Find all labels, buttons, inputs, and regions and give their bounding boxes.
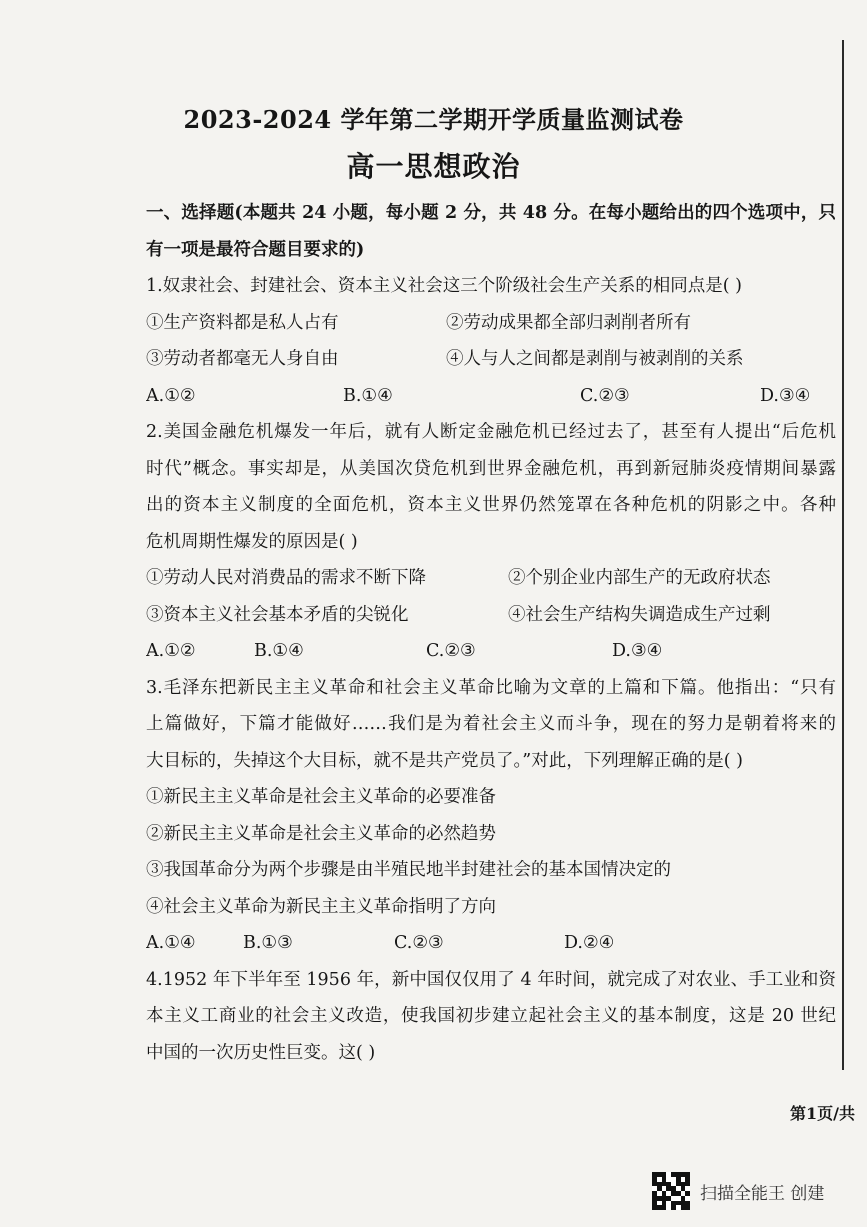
question-4-stem: 4.1952 年下半年至 1956 年，新中国仅仅用了 4 年时间，就完成了对农业、手工业和资 [146,969,836,990]
statement: ①生产资料都是私人占有 [146,312,339,333]
option-a: A.①② [146,641,196,661]
question-2-stem-cont: 出的资本主义制度的全面危机，资本主义世界仍然笼罩在各种危机的阴影之中。各种 [146,495,836,515]
question-2-statements-row1 [146,560,836,597]
statement: ①劳动人民对消费品的需求不断下降 [146,568,426,588]
question-3-statement-2: ②新民主主义革命是社会主义革命的必然趋势 [146,823,496,844]
question-3-stem: 3.毛泽东把新民主主义革命和社会主义革命比喻为文章的上篇和下篇。他指出：“只有 [146,677,836,698]
option-c: C.②③ [426,641,476,661]
option-a: A.①④ [146,933,196,953]
option-d: D.③④ [612,641,663,661]
qr-code-icon [652,1172,690,1210]
option-b: B.①④ [343,385,393,406]
statement: ②个别企业内部生产的无政府状态 [508,568,771,588]
question-3-statement-1: ①新民主主义革命是社会主义革命的必要准备 [146,787,496,807]
statement: ②劳动成果都全部归剥削者所有 [446,312,691,333]
option-d: D.③④ [760,385,811,406]
exam-content [146,195,836,1071]
question-3-stem-cont: 上篇做好，下篇才能做好……我们是为着社会主义而斗争，现在的努力是朝着将来的 [146,714,836,734]
question-1-statements-row1 [146,305,836,342]
statement: ④人与人之间都是剥削与被剥削的关系 [446,349,744,369]
scanner-watermark [652,1172,824,1210]
question-3-options [146,925,836,962]
question-3-stem-cont: 大目标的，失掉这个大目标，就不是共产党员了。”对此，下列理解正确的是( ) [146,750,743,771]
binding-edge-line [842,40,844,1070]
question-2-stem-cont: 危机周期性爆发的原因是( ) [146,531,358,552]
question-2-options [146,633,836,670]
question-2-stem-cont: 时代”概念。事实却是，从美国次贷危机到世界金融危机，再到新冠肺炎疫情期间暴露 [146,458,836,479]
option-d: D.②④ [564,933,615,953]
option-b: B.①④ [254,641,304,661]
scanner-app-label: 扫描全能王 创建 [700,1183,825,1204]
question-2-statements-row2 [146,597,836,634]
question-1-options [146,378,836,415]
question-3-statement-4: ④社会主义革命为新民主主义革命指明了方向 [146,896,496,917]
option-b: B.①③ [243,933,293,953]
page-number: 第1页/共 [790,1104,855,1123]
question-1-statements-row2 [146,341,836,378]
statement: ③资本主义社会基本矛盾的尖锐化 [146,604,409,625]
question-2-stem: 2.美国金融危机爆发一年后，就有人断定金融危机已经过去了，甚至有人提出“后危机 [146,422,836,442]
exam-subject: 高一思想政治 [346,150,521,183]
option-c: C.②③ [394,933,444,953]
option-a: A.①② [146,385,196,406]
exam-title: 2023-2024 学年第二学期开学质量监测试卷 [183,105,684,134]
question-3-statement-3: ③我国革命分为两个步骤是由半殖民地半封建社会的基本国情决定的 [146,860,671,880]
question-1-stem: 1.奴隶社会、封建社会、资本主义社会这三个阶级社会生产关系的相同点是( ) [146,276,742,296]
question-4-stem-cont: 中国的一次历史性巨变。这( ) [146,1042,376,1063]
section-instructions-cont: 有一项是最符合题目要求的) [146,239,365,260]
section-instructions: 一、选择题(本题共 24 小题，每小题 2 分，共 48 分。在每小题给出的四个选项中，只 [146,203,836,223]
statement: ③劳动者都毫无人身自由 [146,349,339,369]
question-4-stem-cont: 本主义工商业的社会主义改造，使我国初步建立起社会主义的基本制度，这是 20 世纪 [146,1006,836,1026]
statement: ④社会生产结构失调造成生产过剩 [508,604,771,625]
option-c: C.②③ [580,385,630,406]
